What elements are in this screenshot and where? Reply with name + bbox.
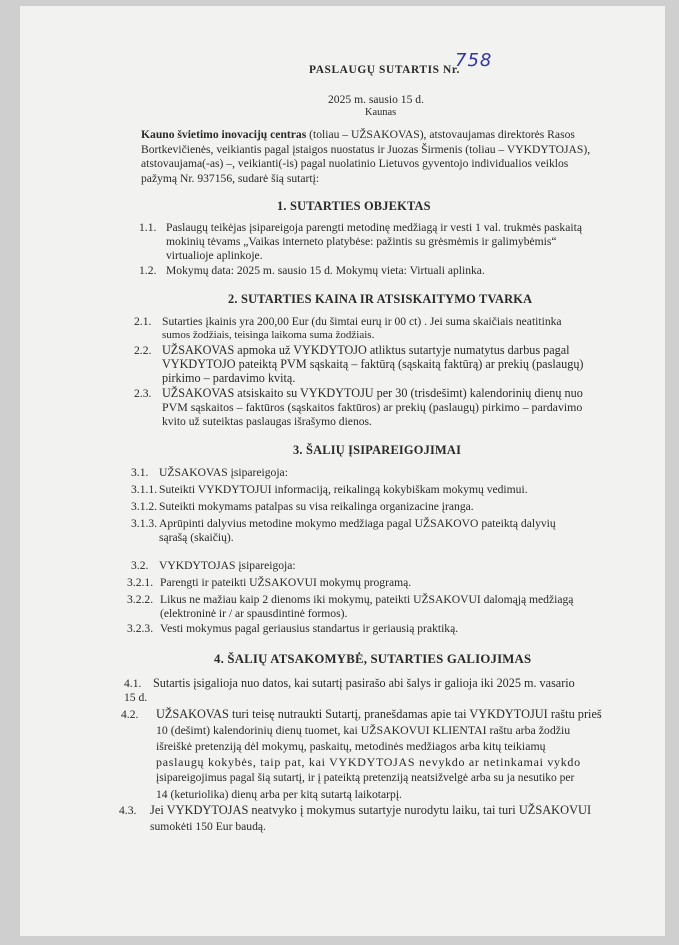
clause-4-2-line: 14 (keturiolika) dienų arba per kitą sutartą laikotarpį.	[156, 788, 402, 801]
section-1-heading: 1. SUTARTIES OBJEKTAS	[277, 199, 431, 213]
contract-date: 2025 m. sausio 15 d.	[328, 93, 424, 106]
clause-4-1-line: Sutartis įsigalioja nuo datos, kai sutartį pasirašo abi šalys ir galioja iki 2025 m. vasario	[153, 676, 575, 690]
clause-number: 3.2.3.	[127, 622, 154, 635]
clause-1-2-text: Mokymų data: 2025 m. sausio 15 d. Mokymų vieta: Virtuali aplinka.	[166, 264, 485, 277]
clause-number: 2.3.	[134, 387, 152, 400]
clause-2-3-line: UŽSAKOVAS atsiskaito su VYKDYTOJU per 30 (trisdešimt) kalendorinių dienų nuo	[162, 386, 583, 400]
clause-number: 1.1.	[139, 221, 157, 234]
clause-number: 4.2.	[121, 708, 139, 721]
clause-4-2-line: 10 (dešimt) kalendorinių dienų tuomet, kai UŽSAKOVUI KLIENTAI raštu arba žodžiu	[156, 723, 571, 737]
clause-4-2-line: paslaugų kokybės, taip pat, kai VYKDYTOJAS nevykdo ar netinkamai vykdo	[156, 755, 581, 769]
clause-3-2-2-line: (elektroninė ir / ar spausdintinė formos).	[160, 607, 348, 620]
clause-number: 3.1.2.	[131, 500, 158, 513]
clause-4-2-line: įsipareigojimus pagal šią sutartį, ir į pateiktą pretenziją neatsižvelgė arba su ja nesutiko per	[156, 772, 575, 784]
clause-number: 4.1.	[124, 677, 142, 690]
clause-3-2-text: VYKDYTOJAS įsipareigoja:	[159, 559, 296, 572]
clause-number: 3.1.3.	[131, 517, 158, 530]
contract-title: PASLAUGŲ SUTARTIS Nr.	[309, 64, 460, 76]
clause-number: 1.2.	[139, 264, 157, 277]
clause-3-1-3-line: sąrašą (skaičių).	[159, 531, 234, 544]
handwritten-number: 758	[455, 50, 493, 71]
clause-number: 4.3.	[119, 804, 137, 817]
clause-3-1-2-text: Suteikti mokymams patalpas su visa reikalinga organizacine įranga.	[159, 500, 474, 513]
clause-2-2-line: pirkimo – pardavimo kvitą.	[162, 371, 296, 385]
section-3-heading: 3. ŠALIŲ ĮSIPAREIGOJIMAI	[293, 443, 462, 457]
intro-line-1: Kauno švietimo inovacijų centras (toliau – UŽSAKOVAS), atstovaujamas direktorės Rasos	[141, 128, 575, 141]
clause-1-1-line: Paslaugų teikėjas įsipareigoja parengti metodinę medžiagą ir vesti 1 val. trukmės paskaitą	[166, 221, 582, 234]
clause-3-1-1-text: Suteikti VYKDYTOJUI informaciją, reikalingą kokybiškam mokymų vedimui.	[159, 483, 528, 496]
contract-city: Kaunas	[365, 107, 397, 118]
clause-4-3-line: Jei VYKDYTOJAS neatvyko į mokymus sutartyje nurodytu laiku, tai turi UŽSAKOVUI	[150, 803, 592, 817]
clause-4-2-line: UŽSAKOVAS turi teisę nutraukti Sutartį, pranešdamas apie tai VYKDYTOJUI raštu prieš	[156, 707, 602, 721]
clause-3-1-3-line: Aprūpinti dalyvius metodine mokymo medžiaga pagal UŽSAKOVO pateiktą dalyvių	[159, 517, 556, 530]
clause-number: 3.2.2.	[127, 593, 154, 606]
section-2-heading: 2. SUTARTIES KAINA IR ATSISKAITYMO TVARKA	[228, 292, 533, 306]
clause-1-1-line: mokinių tėvams „Vaikas interneto platybėse: pažintis su grėsmėmis ir galimybėmis“	[166, 235, 557, 248]
clause-4-1-line: 15 d.	[124, 691, 148, 704]
intro-line-2: Bortkevičienės, veikiantis pagal įstaigos nuostatus ir Juozas Širmenis (toliau – VYKDYTOJAS),	[141, 143, 591, 156]
clause-3-2-2-line: Likus ne mažiau kaip 2 dienoms iki mokymų, pateikti UŽSAKOVUI dalomąją medžiagą	[160, 593, 574, 606]
organization-name: Kauno švietimo inovacijų centras	[141, 128, 307, 141]
clause-number: 3.2.	[131, 559, 149, 572]
clause-4-2-line: išreiškė pretenziją dėl mokymų, paskaitų, metodinės medžiagos arba kitų teikiamų	[156, 739, 546, 753]
clause-2-2-line: UŽSAKOVAS apmoka už VYKDYTOJO atliktus sutartyje numatytus darbus pagal	[162, 343, 570, 357]
clause-2-1-line: Sutarties įkainis yra 200,00 Eur (du šimtai eurų ir 00 ct) . Jei suma skaičiais neatitinka	[162, 315, 562, 328]
clause-number: 2.2.	[134, 344, 152, 357]
intro-line-4: pažymą Nr. 937156, sudarė šią sutartį:	[141, 172, 320, 185]
intro-line-3: atstovaujama(-as) –, veikianti(-is) pagal nuolatinio Lietuvos gyventojo individualios veiklos	[141, 157, 569, 170]
clause-3-2-1-text: Parengti ir pateikti UŽSAKOVUI mokymų programą.	[160, 576, 412, 589]
clause-number: 2.1.	[134, 315, 152, 328]
clause-1-1-line: virtualioje aplinkoje.	[166, 249, 263, 262]
clause-3-2-3-text: Vesti mokymus pagal geriausius standartus ir geriausią praktiką.	[160, 622, 459, 635]
clause-3-1-text: UŽSAKOVAS įsipareigoja:	[159, 466, 288, 479]
clause-number: 3.1.1.	[131, 483, 158, 496]
clause-2-3-line: kvito už suteiktas paslaugas išrašymo dienos.	[162, 415, 372, 428]
clause-2-2-line: VYKDYTOJO pateiktą PVM sąskaitą – faktūrą (sąskaitą faktūrą) ar prekių (paslaugų)	[162, 357, 584, 371]
clause-number: 3.1.	[131, 466, 149, 479]
section-4-heading: 4. ŠALIŲ ATSAKOMYBĖ, SUTARTIES GALIOJIMAS	[214, 652, 532, 666]
clause-2-3-line: PVM sąskaitos – faktūros (sąskaitos faktūros) ar prekių (paslaugų) pirkimo – pardavimo	[162, 400, 583, 414]
clause-4-3-line: sumokėti 150 Eur baudą.	[150, 820, 266, 833]
clause-number: 3.2.1.	[127, 576, 154, 589]
clause-2-1-line: sumos žodžiais, teisinga laikoma suma žodžiais.	[162, 329, 375, 341]
